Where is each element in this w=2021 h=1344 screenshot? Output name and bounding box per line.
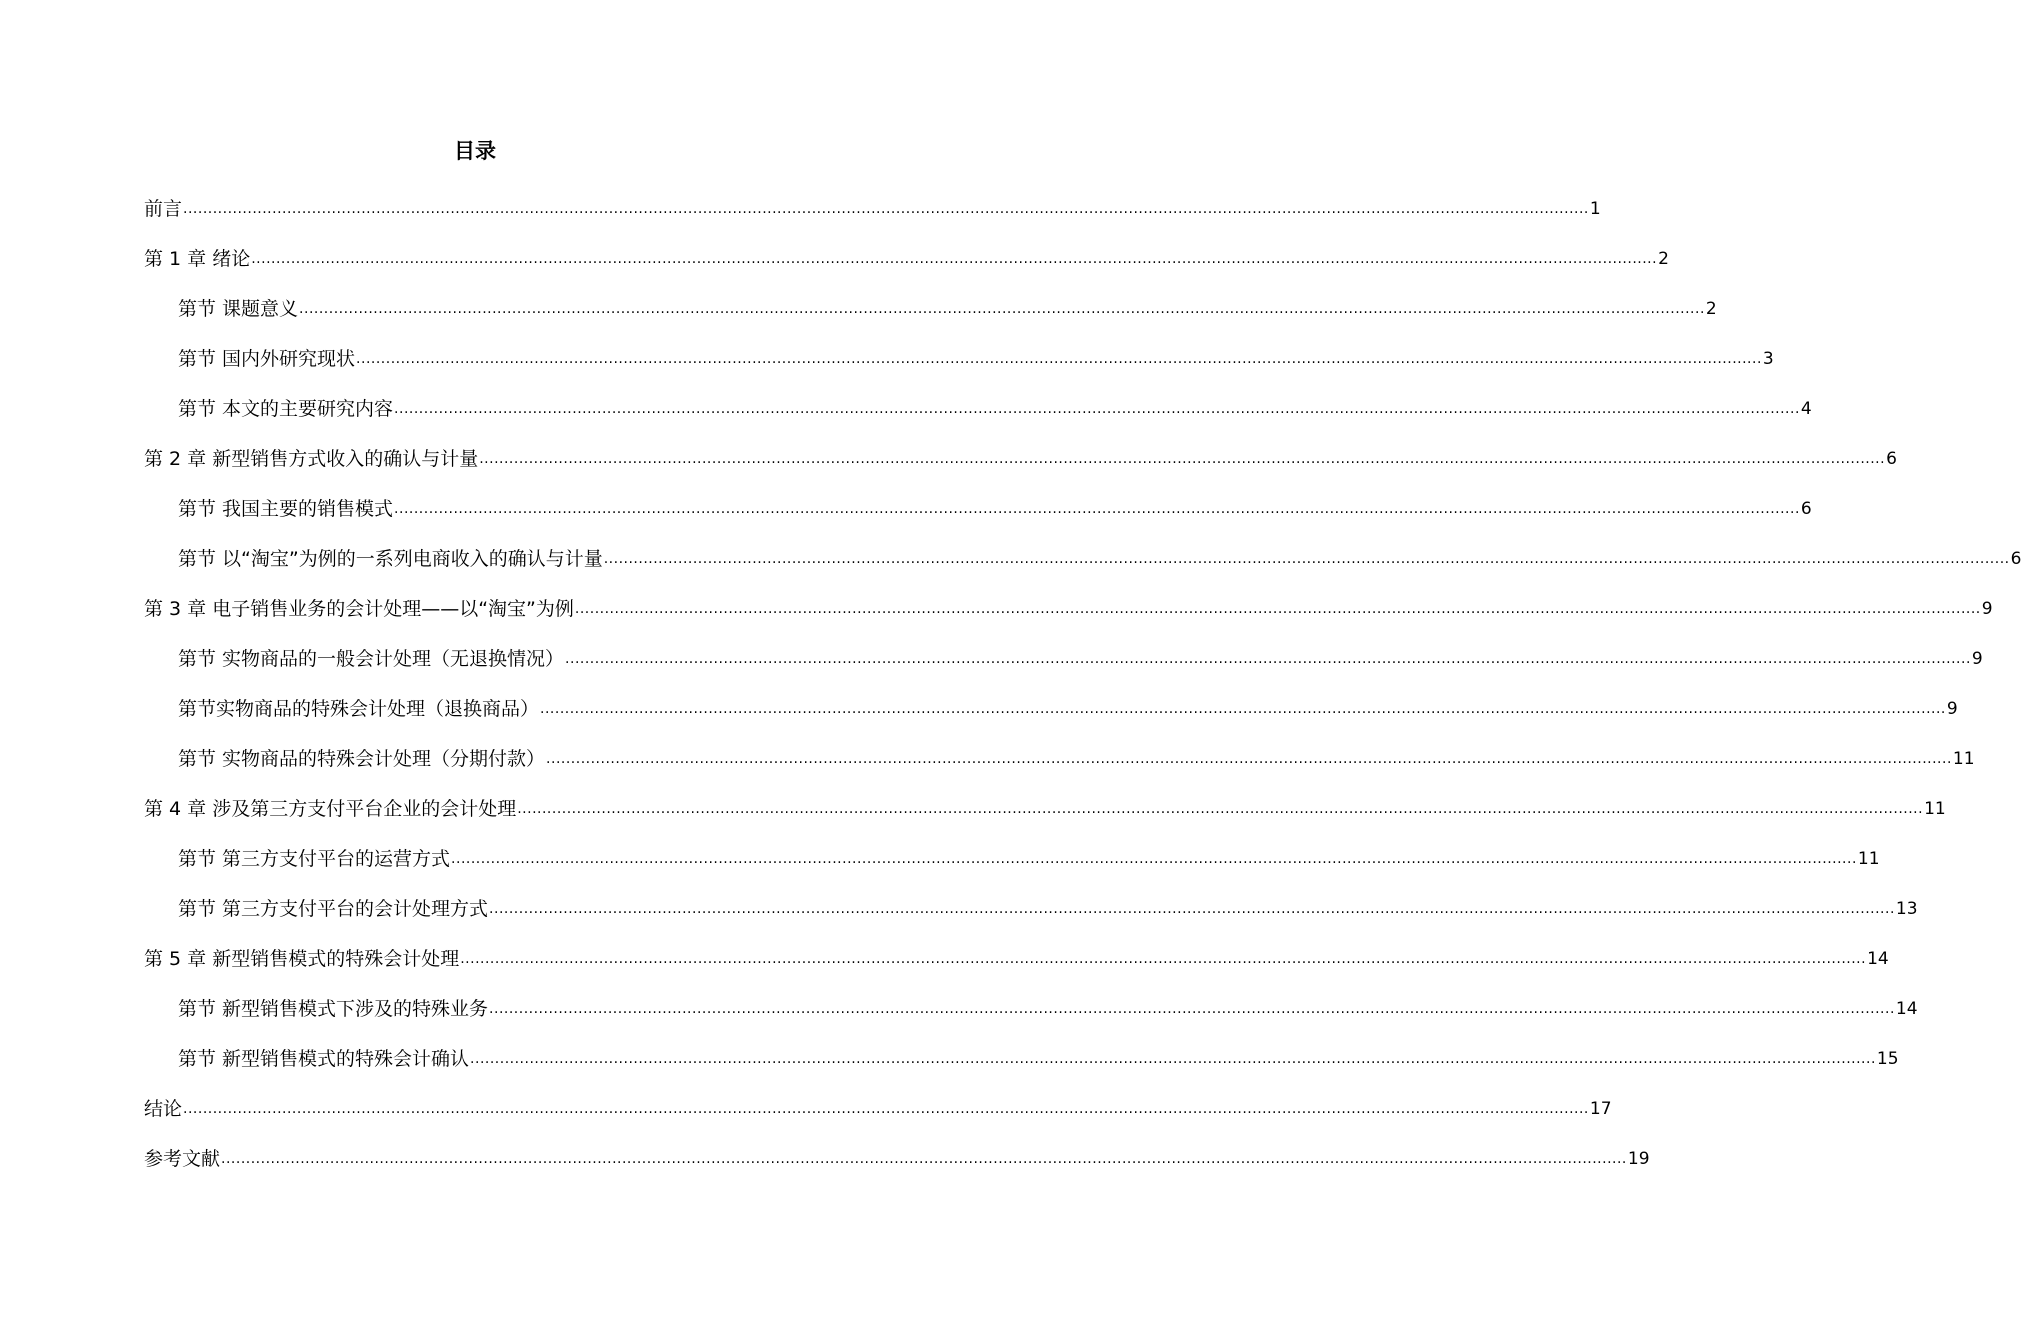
toc-entry-section-3-3[interactable] [178, 742, 1975, 772]
toc-page-number: 14 [1867, 949, 1889, 969]
toc-page-number: 9 [1981, 599, 1993, 619]
toc-dot-leader: ............................................................................................................................................................................................................................................................................................ [489, 901, 1895, 917]
toc-dot-leader: ............................................................................................................................................................................................................................................................................................ [394, 401, 1800, 417]
toc-title: 目录 [454, 139, 496, 163]
toc-entry-chapter-3[interactable] [144, 592, 1993, 622]
toc-page-number: 17 [1589, 1099, 1612, 1119]
toc-entry-section-1-3[interactable] [178, 392, 1812, 422]
toc-page-number: 6 [1800, 499, 1812, 519]
toc-entry-section-5-1[interactable] [178, 992, 1918, 1022]
toc-page-number: 9 [1946, 699, 1958, 719]
toc-dot-leader: ............................................................................................................................................................................................................................................................................................ [460, 951, 1867, 967]
toc-entry-chapter-4[interactable] [144, 792, 1946, 822]
toc-entry-label: 第节 新型销售模式下涉及的特殊业务 [178, 998, 489, 1020]
toc-dot-leader: ............................................................................................................................................................................................................................................................................................ [517, 801, 1924, 817]
toc-dot-leader: ............................................................................................................................................................................................................................................................................................ [470, 1051, 1876, 1067]
toc-entry-label: 第 4 章 涉及第三方支付平台企业的会计处理 [144, 798, 517, 820]
toc-dot-leader: ............................................................................................................................................................................................................................................................................................ [540, 701, 1946, 717]
toc-entry-label: 第节 本文的主要研究内容 [178, 398, 394, 420]
toc-entry-section-2-2[interactable] [178, 542, 2021, 572]
toc-entry-label: 第节 第三方支付平台的运营方式 [178, 848, 451, 870]
toc-entry-label: 第节 我国主要的销售模式 [178, 498, 394, 520]
toc-entry-chapter-5[interactable] [144, 942, 1889, 972]
toc-entry-references[interactable] [144, 1142, 1650, 1172]
toc-page-number: 11 [1924, 799, 1946, 819]
toc-dot-leader: ............................................................................................................................................................................................................................................................................................ [183, 201, 1589, 217]
toc-entry-section-2-1[interactable] [178, 492, 1812, 522]
toc-dot-leader: ............................................................................................................................................................................................................................................................................................ [489, 1001, 1895, 1017]
toc-entry-label: 第节 新型销售模式的特殊会计确认 [178, 1048, 470, 1070]
toc-entry-section-1-2[interactable] [178, 342, 1774, 372]
toc-entry-chapter-2[interactable] [144, 442, 1897, 472]
toc-entry-label: 参考文献 [144, 1148, 221, 1170]
toc-dot-leader: ............................................................................................................................................................................................................................................................................................ [479, 451, 1886, 467]
toc-entry-preface[interactable] [144, 192, 1601, 222]
toc-entry-section-4-2[interactable] [178, 892, 1918, 922]
toc-dot-leader: ............................................................................................................................................................................................................................................................................................ [299, 301, 1705, 317]
toc-page-number: 11 [1857, 849, 1880, 869]
toc-dot-leader: ............................................................................................................................................................................................................................................................................................ [356, 351, 1762, 367]
toc-entry-label: 第节 第三方支付平台的会计处理方式 [178, 898, 489, 920]
toc-page-number: 19 [1627, 1149, 1650, 1169]
toc-entry-label: 第节实物商品的特殊会计处理（退换商品） [178, 698, 540, 720]
toc-entry-section-5-2[interactable] [178, 1042, 1899, 1072]
toc-entry-label: 第 1 章 绪论 [144, 248, 251, 270]
toc-dot-leader: ............................................................................................................................................................................................................................................................................................ [546, 751, 1952, 767]
toc-page-number: 1 [1589, 199, 1601, 219]
toc-page-number: 14 [1895, 999, 1918, 1019]
toc-entry-label: 第节 课题意义 [178, 298, 299, 320]
toc-entry-label: 第节 以“淘宝”为例的一系列电商收入的确认与计量 [178, 548, 603, 570]
toc-page-number: 6 [1886, 449, 1897, 469]
toc-page-number: 11 [1952, 749, 1975, 769]
toc-entry-section-4-1[interactable] [178, 842, 1880, 872]
toc-page-number: 15 [1876, 1049, 1899, 1069]
toc-entry-label: 第节 实物商品的特殊会计处理（分期付款） [178, 748, 546, 770]
toc-entry-label: 结论 [144, 1098, 183, 1120]
toc-page-number: 13 [1895, 899, 1918, 919]
toc-page-number: 3 [1762, 349, 1774, 369]
toc-page-number: 2 [1705, 299, 1717, 319]
toc-dot-leader: ............................................................................................................................................................................................................................................................................................ [183, 1101, 1589, 1117]
toc-entry-chapter-1[interactable] [144, 242, 1669, 272]
toc-dot-leader: ............................................................................................................................................................................................................................................................................................ [565, 651, 1971, 667]
toc-entry-label: 第 5 章 新型销售模式的特殊会计处理 [144, 948, 460, 970]
toc-entry-label: 第 3 章 电子销售业务的会计处理——以“淘宝”为例 [144, 598, 574, 620]
toc-dot-leader: ............................................................................................................................................................................................................................................................................................ [221, 1151, 1627, 1167]
toc-entry-label: 第节 国内外研究现状 [178, 348, 356, 370]
toc-entry-label: 前言 [144, 198, 183, 220]
toc-page-number: 9 [1971, 649, 1983, 669]
toc-entry-label: 第节 实物商品的一般会计处理（无退换情况） [178, 648, 565, 670]
toc-dot-leader: ............................................................................................................................................................................................................................................................................................ [394, 501, 1800, 517]
toc-page-number: 4 [1800, 399, 1812, 419]
toc-entry-section-1-1[interactable] [178, 292, 1717, 322]
toc-entry-section-3-1[interactable] [178, 642, 1983, 672]
toc-entry-label: 第 2 章 新型销售方式收入的确认与计量 [144, 448, 479, 470]
toc-page-number: 6 [2010, 549, 2021, 569]
toc-page-number: 2 [1658, 249, 1669, 269]
toc-entry-section-3-2[interactable] [178, 692, 1958, 722]
toc-entry-conclusion[interactable] [144, 1092, 1612, 1122]
toc-dot-leader: ............................................................................................................................................................................................................................................................................................ [251, 251, 1658, 267]
toc-dot-leader: ............................................................................................................................................................................................................................................................................................ [574, 601, 1981, 617]
toc-dot-leader: ............................................................................................................................................................................................................................................................................................ [451, 851, 1857, 867]
toc-dot-leader: ............................................................................................................................................................................................................................................................................................ [603, 551, 2010, 567]
